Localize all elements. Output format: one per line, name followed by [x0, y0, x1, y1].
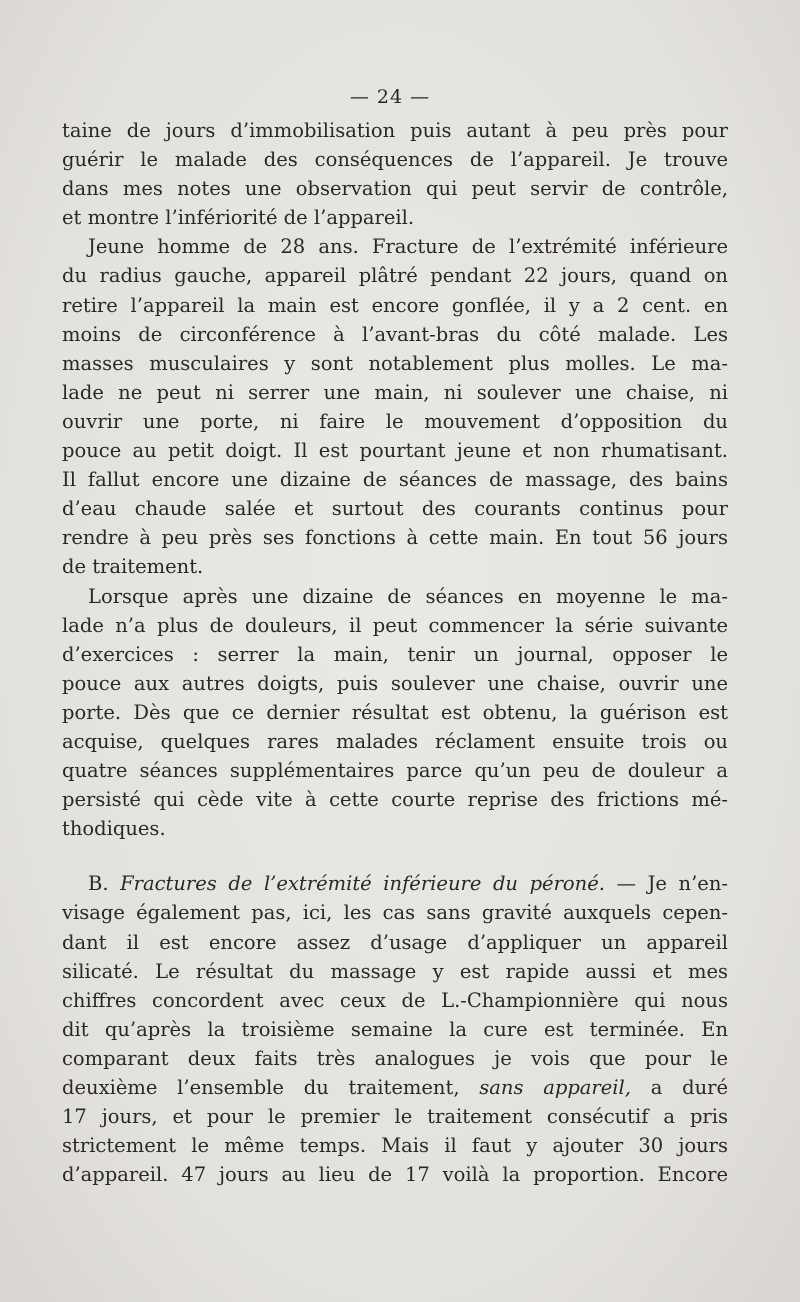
text-line: silicaté. Le résultat du massage y est rapide aussi et mes	[62, 959, 728, 983]
text-line: quatre séances supplémentaires parce qu’un peu de douleur a	[62, 759, 728, 783]
text-line: retire l’appareil la main est encore gonflée, il y a 2 cent. en	[62, 293, 728, 317]
body-text	[62, 116, 728, 1189]
text-line: lade n’a plus de douleurs, il peut commencer la série suivante	[62, 613, 728, 637]
text-line: dit qu’après la troisième semaine la cure est terminée. En	[62, 1017, 728, 1041]
text-line: d’eau chaude salée et surtout des courants continus pour	[62, 497, 728, 521]
text-line: persisté qui cède vite à cette courte reprise des frictions mé-	[62, 788, 728, 812]
text-line: strictement le même temps. Mais il faut y ajouter 30 jours	[62, 1134, 728, 1158]
section-b-heading-line	[62, 869, 728, 898]
section-title: Fractures de l’extrémité inférieure du péroné.	[120, 872, 605, 896]
text-line: de traitement.	[62, 555, 204, 579]
text-line: masses musculaires y sont notablement plus molles. Le ma-	[62, 351, 728, 375]
text-line: pouce au petit doigt. Il est pourtant jeune et non rhumatisant.	[62, 439, 728, 463]
text-line: dant il est encore assez d’usage d’appliquer un appareil	[62, 930, 728, 954]
section-gap	[62, 843, 728, 869]
text-line: 17 jours, et pour le premier le traitement consécutif a pris	[62, 1105, 728, 1129]
text-line: Jeune homme de 28 ans. Fracture de l’extrémité inférieure	[88, 235, 728, 259]
text-line: visage également pas, ici, les cas sans gravité auxquels cepen-	[62, 901, 728, 925]
text-fragment: deuxième l’ensemble du traitement,	[62, 1076, 460, 1099]
text-line: pouce aux autres doigts, puis soulever une chaise, ouvrir une	[62, 671, 728, 695]
text-line: d’exercices : serrer la main, tenir un journal, opposer le	[62, 642, 728, 666]
text-line: acquise, quelques rares malades réclament ensuite trois ou	[62, 729, 728, 753]
text-line: thodiques.	[62, 817, 166, 841]
text-line: porte. Dès que ce dernier résultat est obtenu, la guérison est	[62, 700, 728, 724]
text-line: comparant deux faits très analogues je vois que pour le	[62, 1046, 728, 1070]
text-line: lade ne peut ni serrer une main, ni soulever une chaise, ni	[62, 380, 728, 404]
text-line: rendre à peu près ses fonctions à cette main. En tout 56 jours	[62, 526, 728, 550]
text-fragment: a duré	[650, 1076, 728, 1099]
text-line: du radius gauche, appareil plâtré pendant 22 jours, quand on	[62, 264, 728, 288]
text-line: ouvrir une porte, ni faire le mouvement d’opposition du	[62, 409, 728, 433]
text-line: Lorsque après une dizaine de séances en moyenne le ma-	[88, 584, 728, 608]
text-line: guérir le malade des conséquences de l’appareil. Je trouve	[62, 148, 728, 172]
page-number: — 24 —	[349, 86, 431, 108]
text-line: d’appareil. 47 jours au lieu de 17 voilà la proportion. Encore	[62, 1163, 728, 1187]
text-line: et montre l’infériorité de l’appareil.	[62, 206, 415, 230]
italic-emphasis: sans appareil,	[479, 1076, 631, 1099]
text-line: taine de jours d’immobilisation puis autant à peu près pour	[62, 119, 728, 142]
text-line: chiffres concordent avec ceux de L.-Championnière qui nous	[62, 988, 728, 1012]
text-fragment: — Je n’en-	[616, 872, 728, 896]
section-label: B.	[88, 872, 109, 896]
text-line: dans mes notes une observation qui peut servir de contrôle,	[62, 177, 728, 201]
text-line: moins de circonférence à l’avant-bras du côté malade. Les	[62, 322, 728, 346]
text-line-with-italic	[62, 1073, 728, 1102]
text-line: Il fallut encore une dizaine de séances de massage, des bains	[62, 468, 728, 492]
